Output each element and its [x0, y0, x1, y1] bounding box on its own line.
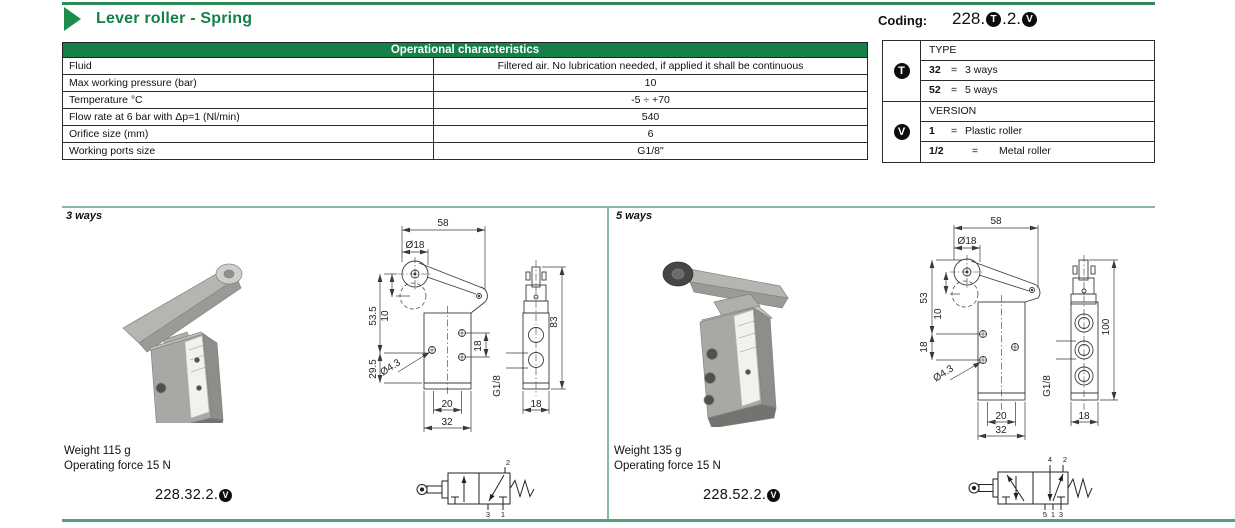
- row-value: 10: [644, 77, 657, 89]
- photo-shapes: [123, 264, 242, 423]
- type-option: [921, 81, 1154, 101]
- dim-h-upper: 53.5: [368, 306, 379, 326]
- option-label: 5 ways: [965, 84, 998, 96]
- dim-side-width: 18: [1078, 411, 1090, 422]
- table-row: [62, 143, 868, 160]
- front-dimensions: [932, 225, 1038, 440]
- dim-roller-dia: Ø18: [405, 240, 425, 251]
- table-row: [62, 58, 868, 75]
- dim-bottom-inner: 20: [995, 411, 1007, 422]
- port-label-2: 2: [505, 458, 511, 467]
- option-code: 1/2: [929, 145, 944, 157]
- code-text: 228.52.2.: [703, 487, 767, 503]
- dim-bottom-inner: 20: [441, 399, 453, 410]
- coding-value: [952, 9, 1038, 29]
- product-photo-5ways: [650, 242, 825, 427]
- coding-mid: .2.: [1002, 9, 1021, 28]
- option-code: 32: [929, 64, 941, 76]
- option-code: 1: [929, 125, 935, 137]
- code-text: 228.32.2.: [155, 487, 219, 503]
- panel-title-5ways: 5 ways: [616, 210, 653, 222]
- front-dimensions: [380, 226, 490, 432]
- front-view: [950, 255, 1040, 410]
- page-title: Lever roller - Spring: [96, 10, 253, 27]
- version-badge-icon: V: [1022, 12, 1037, 27]
- weight-text: Weight 115 g: [64, 445, 131, 457]
- dim-side-width: 18: [530, 399, 542, 410]
- row-value: 540: [641, 111, 660, 123]
- port-label-3: 3: [1058, 510, 1064, 518]
- type-badge-cell: [883, 41, 921, 101]
- version-badge-icon: V: [767, 489, 780, 502]
- row-label: Orifice size (mm): [63, 126, 434, 142]
- dim-h-lower: 18: [919, 341, 930, 353]
- valve-symbol-5ways: [962, 452, 1120, 518]
- row-label: Fluid: [63, 58, 434, 74]
- dim-thread: G1/8: [1042, 375, 1053, 397]
- weight-text: Weight 135 g: [614, 445, 682, 457]
- side-view: [523, 260, 549, 396]
- port-label-1: 1: [500, 510, 506, 518]
- type-badge-icon: T: [986, 12, 1001, 27]
- dim-top-width: 58: [437, 218, 449, 229]
- equals-sign: =: [951, 64, 958, 76]
- version-option: [921, 122, 1154, 142]
- dim-port-spacing: 18: [473, 340, 484, 352]
- option-label: Metal roller: [999, 145, 1051, 157]
- option-code: 52: [929, 84, 941, 96]
- version-header: VERSION: [921, 102, 1154, 122]
- version-group: [882, 102, 1155, 163]
- coding-table: [882, 40, 1155, 163]
- dim-side-height: 100: [1101, 318, 1112, 336]
- dim-h-roller: 10: [933, 308, 944, 320]
- option-label: Plastic roller: [965, 125, 1023, 137]
- row-value: Filtered air. No lubrication needed, if applied it shall be continuous: [497, 60, 804, 72]
- table-row: [62, 126, 868, 143]
- weight-block-3ways: [64, 444, 171, 474]
- dim-top-width: 58: [990, 216, 1002, 227]
- row-value: -5 ÷ +70: [631, 94, 670, 106]
- product-photo-3ways: [105, 248, 275, 423]
- dim-h-roller: 10: [380, 310, 391, 322]
- type-group: [882, 40, 1155, 102]
- table-row: [62, 109, 868, 126]
- equals-sign: =: [951, 125, 958, 137]
- force-text: Operating force 15 N: [614, 460, 721, 472]
- panel-title-3ways: 3 ways: [66, 210, 103, 222]
- row-label: Flow rate at 6 bar with Δp=1 (Nl/min): [63, 109, 434, 125]
- port-label-3: 3: [485, 510, 491, 518]
- photo-shapes: [663, 262, 788, 427]
- dim-thread: G1/8: [492, 375, 503, 397]
- weight-block-5ways: [614, 444, 721, 474]
- port-label-2: 2: [1062, 455, 1068, 464]
- symbol-shapes: [969, 465, 1092, 510]
- bottom-rule: [62, 519, 1235, 522]
- row-label: Working ports size: [63, 143, 434, 159]
- product-code-5ways: [703, 487, 781, 503]
- port-label-4: 4: [1047, 455, 1053, 464]
- equals-sign: =: [971, 145, 979, 157]
- characteristics-header: Operational characteristics: [62, 42, 868, 58]
- type-header: TYPE: [921, 41, 1154, 61]
- section-arrow-icon: [64, 7, 81, 31]
- dim-bottom-outer: 32: [995, 425, 1007, 436]
- top-rule: [62, 2, 1155, 5]
- row-label: Max working pressure (bar): [63, 75, 434, 91]
- option-label: 3 ways: [965, 64, 998, 76]
- version-badge-icon: V: [894, 124, 910, 140]
- row-value: 6: [647, 128, 654, 140]
- port-label-1: 1: [1050, 510, 1056, 518]
- equals-sign: =: [951, 84, 958, 96]
- side-dimensions: [1056, 260, 1118, 426]
- side-view: [1071, 255, 1098, 410]
- dim-hole-dia: Ø4.3: [931, 363, 956, 385]
- valve-symbol-3ways: [408, 456, 540, 518]
- technical-drawing-3ways: [340, 210, 596, 442]
- version-badge-cell: [883, 102, 921, 162]
- dim-h-upper: 53: [919, 292, 930, 304]
- dim-side-height: 83: [549, 316, 560, 328]
- dim-bottom-outer: 32: [441, 417, 453, 428]
- version-option: [921, 142, 1154, 162]
- dim-roller-dia: Ø18: [957, 236, 977, 247]
- type-option: [921, 61, 1154, 81]
- dim-h-lower: 29.5: [368, 359, 379, 379]
- product-code-3ways: [155, 487, 233, 503]
- coding-label: Coding:: [878, 13, 928, 28]
- row-label: Temperature °C: [63, 92, 434, 108]
- port-label-5: 5: [1042, 510, 1048, 518]
- version-badge-icon: V: [219, 489, 232, 502]
- table-row: [62, 75, 868, 92]
- front-view: [398, 257, 487, 396]
- symbol-shapes: [417, 467, 534, 510]
- row-value: G1/8": [637, 145, 664, 157]
- force-text: Operating force 15 N: [64, 460, 171, 472]
- coding-prefix: 228.: [952, 9, 986, 28]
- type-badge-icon: T: [894, 63, 910, 79]
- dim-hole-dia: Ø4.3: [378, 357, 403, 379]
- technical-drawing-5ways: [888, 210, 1160, 445]
- panel-divider: [607, 206, 609, 520]
- characteristics-table: [62, 42, 868, 160]
- table-row: [62, 92, 868, 109]
